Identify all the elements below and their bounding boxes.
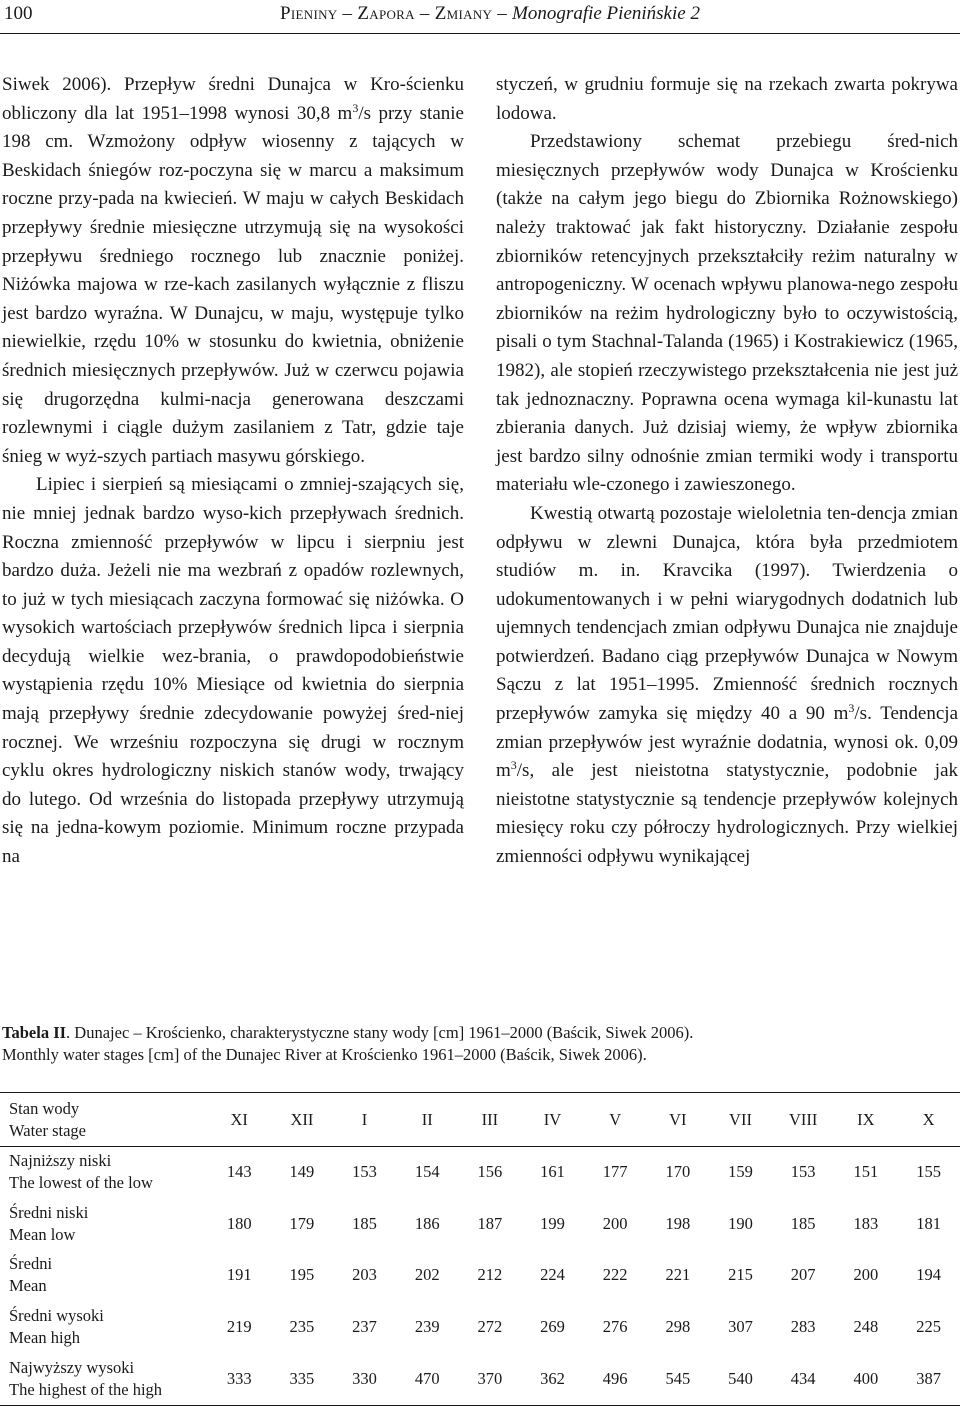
superscript: 3 — [352, 100, 359, 115]
table-cell: 185 — [790, 1213, 816, 1233]
table-cell: 239 — [414, 1317, 440, 1337]
table-caption — [2, 1022, 958, 1066]
table-cell: 170 — [665, 1161, 691, 1181]
table-cell: 400 — [853, 1369, 879, 1389]
table-cell: 307 — [728, 1317, 753, 1337]
text-run: /s, ale jest nieistotna statystycznie, podobnie jak nieistotne statystycznie są tendencje przepływów kolejnych miesięcy roku czy półroczy hydrologicznych. Przy wielkiej zmienności odpływu wynikającej — [496, 760, 958, 868]
running-header — [0, 0, 960, 30]
table-cell: 151 — [853, 1161, 879, 1181]
table-cell: 237 — [352, 1317, 377, 1337]
table-cell: 153 — [790, 1161, 816, 1181]
row-label-pl: Średni niski — [9, 1202, 89, 1222]
caption-label: Tabela II — [2, 1023, 67, 1042]
month-header: I — [361, 1110, 368, 1129]
table-cell: 362 — [540, 1369, 565, 1389]
caption-text-pl: . Dunajec – Krościenko, charakterystyczne stany wody [cm] 1961–2000 (Baścik, Siwek 2006). — [66, 1023, 694, 1042]
caption-english: Monthly water stages [cm] of the Dunajec River at Krościenko 1961–2000 (Baścik, Siwek 2006). — [2, 1045, 647, 1064]
table-cell: 212 — [477, 1265, 503, 1285]
table-cell: 221 — [665, 1265, 691, 1285]
table-cell: 180 — [226, 1213, 252, 1233]
table-cell: 153 — [352, 1161, 377, 1181]
table-cell: 219 — [226, 1317, 252, 1337]
table-row — [0, 1353, 960, 1405]
table-cell: 496 — [602, 1369, 628, 1389]
table-cell: 200 — [602, 1213, 628, 1233]
table-cell: 155 — [916, 1161, 941, 1181]
table-cell: 198 — [665, 1213, 691, 1233]
paragraph: styczeń, w grudniu formuje się na rzekach zwarta pokrywa lodowa. — [496, 74, 958, 124]
table-cell: 202 — [414, 1265, 440, 1285]
table-cell: 161 — [540, 1161, 565, 1181]
superscript: 3 — [510, 758, 517, 773]
table-cell: 335 — [289, 1369, 315, 1389]
table-cell: 177 — [602, 1161, 628, 1181]
header-label-en: Water stage — [9, 1121, 87, 1140]
paragraph: Przedstawiony schemat przebiegu śred-nich miesięcznych przepływów wody Dunajca w Krościenku (także na całym jego biegu do Zbiornika Rożnowskiego) należy traktować jak fakt historyczny. Działanie zespołu zbiorników retencyjnych przekształciły reżim naturalny w antropogeniczny. W ocenach wpływu planowa-nego zespołu zbiorników na reżim hydrologiczny było to oczywistością, pisali o tym Stachnal-Talanda (1965) i Kostrakiewicz (1965, 1982), ale stopień rzeczywistego przekształcenia nie jest już tak jednoznaczny. Poprawna ocena wymaga kil-kunastu lat zbierania danych. Już dzisiaj wiemy, że wpływ zbiornika jest bardzo silny odnośnie zmian termiki wody i transportu materiału wle-czonego i zawieszonego. — [496, 131, 958, 496]
table-cell: 203 — [352, 1265, 377, 1285]
text-run: /s przy stanie 198 cm. Wzmożony odpływ wiosenny z tających w Beskidach śniegów roz-poczyna się w marcu a maksimum roczne przy-pada na kwiecień. W maju w całych Beskidach przepływy średnie miesięczne utrzymują się na wysokości przepływu średniego rocznego lub znacznie poniżej. Niżówka majowa w rze-kach zasilanych wyłącznie z fliszu jest bardzo wyraźna. W Dunajcu, w maju, występuje tylko niewielkie, rzędu 10% w stosunku do kwietnia, obniżenie średnich miesięcznych przepływów. Już w czerwcu pojawia się drugorzędna kulmi-nacja generowana deszczami rozlewnymi i ciągle dużym zasilaniem z Tatr, gdzie taje śnieg w wyż-szych partiach masywu górskiego. — [2, 102, 464, 467]
table-cell: 156 — [477, 1161, 503, 1181]
table-cell: 333 — [226, 1369, 252, 1389]
row-label — [0, 1250, 208, 1302]
month-header: X — [922, 1110, 935, 1129]
text-run: Kwestią otwartą pozostaje wieloletnia ten-dencja zmian odpływu w zlewni Dunajca, która była przedmiotem studiów m. in. Kravcika (1997). Twierdzenia o udokumentowanych i w pełni wiarygodnych dodatnich lub ujemnych tendencjach zmian odpływu Dunajca nie znajduje potwierdzeń. Badano ciąg przepływów Dunajca w Nowym Sączu z lat 1951–1995. Zmienność średnich rocznych przepływów zamyka się między 40 a 90 m — [496, 502, 958, 725]
month-header: VII — [729, 1110, 752, 1129]
row-label-en: The lowest of the low — [9, 1172, 153, 1192]
table-row — [0, 1250, 960, 1302]
table-cell: 434 — [790, 1369, 816, 1389]
table-cell: 545 — [665, 1369, 691, 1389]
caption-polish — [2, 1022, 958, 1044]
month-header: V — [609, 1110, 622, 1129]
table-row — [0, 1146, 960, 1198]
right-text-column — [496, 71, 958, 872]
table-cell: 248 — [853, 1317, 879, 1337]
table-cell: 194 — [916, 1265, 941, 1285]
row-label-pl: Średni — [9, 1254, 53, 1274]
paragraph — [496, 500, 958, 872]
paragraph — [2, 71, 464, 471]
table-cell: 540 — [728, 1369, 753, 1389]
running-title-monograph: Monografie Pienińskie 2 — [512, 3, 700, 24]
month-header: VI — [669, 1110, 687, 1129]
month-header: IX — [857, 1110, 875, 1129]
row-label — [0, 1353, 208, 1405]
table-cell: 276 — [602, 1317, 628, 1337]
table-cell: 149 — [289, 1161, 315, 1181]
table-cell: 222 — [602, 1265, 628, 1285]
row-header-label — [0, 1094, 208, 1146]
table-cell: 181 — [916, 1213, 941, 1233]
table-cell: 387 — [916, 1369, 941, 1389]
table-cell: 191 — [226, 1265, 252, 1285]
paragraph: Lipiec i sierpień są miesiącami o zmniej-szających się, nie mniej jednak bardzo wyso-kich przepływach średnich. Roczna zmienność przepływów w lipcu i sierpniu jest bardzo duża. Jeżeli nie ma wezbrań z opadów rozlewnych, to już w tych miesiącach zaczyna formować się niżówka. O wysokich wartościach przepływów średnich lipca i sierpnia decydują wielkie wez-brania, o prawdopodobieństwie wystąpienia rzędu 10% Miesiące od kwietnia do sierpnia mają przepływy średnie zdecydowanie powyżej śred-niej rocznej. We wrześniu rozpoczyna się drugi w rocznym cyklu okres hydrologiczny niskich stanów wody, trwający do lutego. Od września do listopada przepływy utrzymują się na jedna-kowym poziomie. Minimum roczne przypada na — [2, 474, 464, 868]
table-cell: 224 — [540, 1265, 565, 1285]
month-header: II — [421, 1110, 433, 1129]
row-label-pl: Średni wysoki — [9, 1306, 104, 1326]
text-run: Siwek 2006). Przepływ średni Dunajca w Kro-ścienku obliczony dla lat 1951–1998 wynosi 30,8 m — [2, 74, 464, 124]
table-cell: 186 — [414, 1213, 440, 1233]
table-cell: 143 — [226, 1161, 252, 1181]
table-header-row — [0, 1094, 960, 1146]
table-cell: 195 — [289, 1265, 315, 1285]
table-cell: 187 — [477, 1213, 503, 1233]
row-label-en: The highest of the high — [9, 1380, 163, 1400]
water-stage-table — [0, 1094, 960, 1405]
row-label-en: Mean — [9, 1276, 47, 1296]
table-row — [0, 1301, 960, 1353]
table-cell: 269 — [540, 1317, 565, 1337]
table-cell: 298 — [665, 1317, 691, 1337]
left-text-column — [2, 71, 464, 872]
table-cell: 207 — [790, 1265, 816, 1285]
row-label-pl: Najniższy niski — [9, 1150, 112, 1170]
month-header: IV — [543, 1110, 562, 1129]
header-label-pl: Stan wody — [9, 1099, 80, 1118]
table-cell: 159 — [728, 1161, 753, 1181]
table-row — [0, 1198, 960, 1250]
month-header: VIII — [788, 1110, 818, 1129]
row-label — [0, 1301, 208, 1353]
table-cell: 272 — [477, 1317, 503, 1337]
table-cell: 470 — [414, 1369, 440, 1389]
table-cell: 235 — [289, 1317, 315, 1337]
table-cell: 200 — [853, 1265, 879, 1285]
month-header: XI — [230, 1110, 248, 1129]
table-top-rule — [0, 1092, 960, 1093]
running-title — [0, 2, 960, 26]
header-rule — [0, 33, 960, 34]
table-cell: 154 — [414, 1161, 440, 1181]
table-cell: 179 — [289, 1213, 315, 1233]
table-cell: 190 — [728, 1213, 753, 1233]
row-label-en: Mean low — [9, 1224, 76, 1244]
table-cell: 215 — [728, 1265, 753, 1285]
table-bottom-rule — [0, 1405, 960, 1406]
row-label-pl: Najwyższy wysoki — [9, 1358, 135, 1378]
text-run: /s. Tendencja zmian przepływów jest wyraźnie dodatnia, wynosi ok. 0,09 m — [496, 703, 958, 782]
table-cell: 330 — [352, 1369, 377, 1389]
month-header: III — [481, 1110, 499, 1129]
row-label — [0, 1146, 208, 1198]
table-cell: 185 — [352, 1213, 377, 1233]
running-title-series: Pieniny – Zapora – Zmiany – — [280, 3, 513, 24]
table-cell: 199 — [540, 1213, 565, 1233]
row-label-en: Mean high — [9, 1328, 81, 1348]
row-label — [0, 1198, 208, 1250]
table-cell: 225 — [916, 1317, 941, 1337]
table-cell: 183 — [853, 1213, 879, 1233]
page-number: 100 — [4, 3, 33, 24]
month-header: XII — [290, 1110, 314, 1129]
superscript: 3 — [848, 701, 855, 716]
table-cell: 283 — [790, 1317, 816, 1337]
table-cell: 370 — [477, 1369, 503, 1389]
